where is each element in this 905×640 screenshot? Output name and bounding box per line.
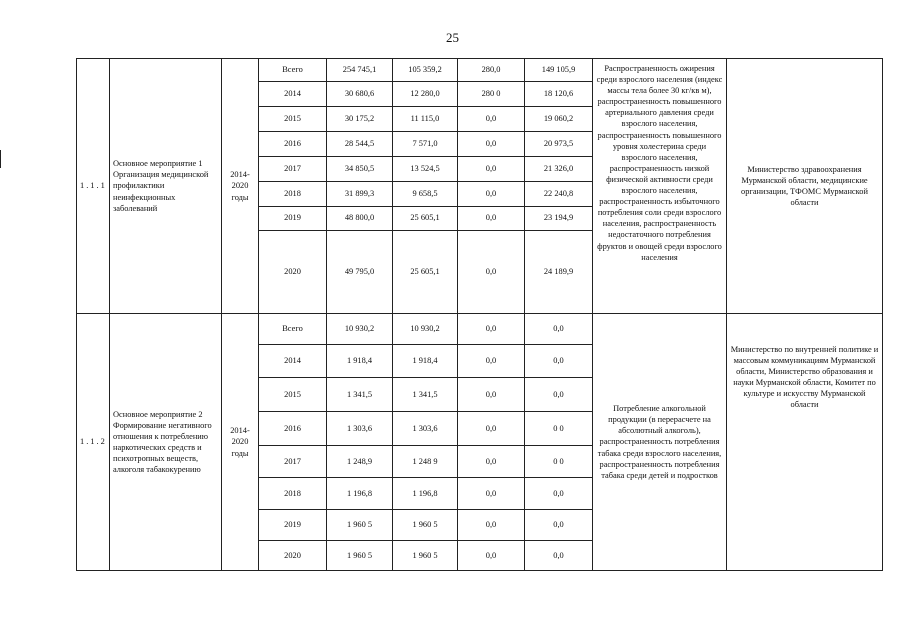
total-cell: 30 680,6: [327, 82, 393, 107]
year-cell: 2018: [259, 182, 327, 207]
program-table: [76, 58, 883, 571]
total-cell: 31 899,3: [327, 182, 393, 207]
value-cell: 0,0: [458, 446, 525, 478]
measure-period: 2014-2020 годы: [222, 314, 259, 571]
year-cell: 2014: [259, 345, 327, 378]
value-cell: 18 120,6: [525, 82, 593, 107]
total-cell: 1 960 5: [327, 510, 393, 541]
value-cell: 21 326,0: [525, 157, 593, 182]
value-cell: 0,0: [458, 314, 525, 345]
measure-number: 1.1.1: [77, 59, 110, 314]
value-cell: 0,0: [458, 378, 525, 412]
value-cell: 12 280,0: [393, 82, 458, 107]
value-cell: 22 240,8: [525, 182, 593, 207]
total-cell: 49 795,0: [327, 231, 393, 314]
value-cell: 0,0: [458, 132, 525, 157]
value-cell: 0,0: [525, 345, 593, 378]
value-cell: 0,0: [458, 345, 525, 378]
value-cell: 149 105,9: [525, 59, 593, 82]
total-cell: 30 175,2: [327, 107, 393, 132]
year-cell: 2019: [259, 207, 327, 231]
responsible-text: Министерство по внутренней политике и массовым коммуникациям Мурманской области, Министерство образования и науки Мурманской области, Комитет по культуре и искусству Мурманской области: [727, 314, 883, 571]
value-cell: 280,0: [458, 59, 525, 82]
measure-number: 1.1.2: [77, 314, 110, 571]
year-cell: Всего: [259, 314, 327, 345]
year-cell: 2019: [259, 510, 327, 541]
year-cell: 2015: [259, 378, 327, 412]
year-cell: 2016: [259, 412, 327, 446]
value-cell: 25 605,1: [393, 207, 458, 231]
value-cell: 19 060,2: [525, 107, 593, 132]
value-cell: 24 189,9: [525, 231, 593, 314]
page-number: 25: [446, 30, 459, 45]
year-cell: Всего: [259, 59, 327, 82]
total-cell: 1 196,8: [327, 478, 393, 510]
table-row: [77, 59, 883, 82]
total-cell: 34 850,5: [327, 157, 393, 182]
value-cell: 1 918,4: [393, 345, 458, 378]
value-cell: 1 341,5: [393, 378, 458, 412]
value-cell: 0,0: [458, 510, 525, 541]
year-cell: 2020: [259, 231, 327, 314]
year-cell: 2020: [259, 541, 327, 571]
value-cell: 0,0: [458, 157, 525, 182]
value-cell: 1 960 5: [393, 510, 458, 541]
value-cell: 0,0: [525, 478, 593, 510]
indicator-text: Потребление алкогольной продукции (в перерасчете на абсолютный алкоголь), распространенность потребления табака среди взрослого населения, распространенность потребления табака среди детей и подростков: [593, 314, 727, 571]
table-row: [77, 314, 883, 345]
total-cell: 1 341,5: [327, 378, 393, 412]
value-cell: 20 973,5: [525, 132, 593, 157]
total-cell: 254 745,1: [327, 59, 393, 82]
measure-name: Основное мероприятие 2 Формирование негативного отношения к потреблению наркотических средств и психотропных веществ, алкоголя табакокурению: [110, 314, 222, 571]
value-cell: 0,0: [458, 478, 525, 510]
margin-mark: [0, 150, 1, 168]
value-cell: 0,0: [525, 378, 593, 412]
value-cell: 0 0: [525, 412, 593, 446]
value-cell: 1 960 5: [393, 541, 458, 571]
total-cell: 10 930,2: [327, 314, 393, 345]
value-cell: 0,0: [458, 231, 525, 314]
value-cell: 1 248 9: [393, 446, 458, 478]
value-cell: 105 359,2: [393, 59, 458, 82]
total-cell: 1 918,4: [327, 345, 393, 378]
measure-name: Основное мероприятие 1 Организация медицинской профилактики неинфекционных заболеваний: [110, 59, 222, 314]
value-cell: 0,0: [458, 182, 525, 207]
value-cell: 11 115,0: [393, 107, 458, 132]
total-cell: 1 960 5: [327, 541, 393, 571]
value-cell: 7 571,0: [393, 132, 458, 157]
year-cell: 2017: [259, 157, 327, 182]
year-cell: 2018: [259, 478, 327, 510]
year-cell: 2017: [259, 446, 327, 478]
value-cell: 23 194,9: [525, 207, 593, 231]
year-cell: 2014: [259, 82, 327, 107]
value-cell: 10 930,2: [393, 314, 458, 345]
value-cell: 0,0: [525, 510, 593, 541]
value-cell: 280 0: [458, 82, 525, 107]
value-cell: 9 658,5: [393, 182, 458, 207]
value-cell: 0,0: [458, 412, 525, 446]
indicator-text: Распространенность ожирения среди взрослого населения (индекс массы тела более 30 кг/кв м), распространенность повышенного артериального давления среди взрослого населения, распространенность повышенного уровня холестерина среди взрослого населения, распространенность низкой физической активности среди взрослого населения, распространенность избыточного потребления соли среди взрослого населения, распространенность недостаточного потребления фруктов и овощей среди взрослого населения: [593, 59, 727, 314]
value-cell: 0,0: [525, 314, 593, 345]
year-cell: 2015: [259, 107, 327, 132]
measure-period: 2014-2020 годы: [222, 59, 259, 314]
total-cell: 1 303,6: [327, 412, 393, 446]
value-cell: 1 196,8: [393, 478, 458, 510]
value-cell: 0,0: [458, 207, 525, 231]
value-cell: 0,0: [458, 107, 525, 132]
value-cell: 25 605,1: [393, 231, 458, 314]
value-cell: 1 303,6: [393, 412, 458, 446]
total-cell: 1 248,9: [327, 446, 393, 478]
value-cell: 0,0: [525, 541, 593, 571]
year-cell: 2016: [259, 132, 327, 157]
value-cell: 0 0: [525, 446, 593, 478]
responsible-text: Министерство здравоохранения Мурманской области, медицинские организации, ТФОМС Мурманской области: [727, 59, 883, 314]
total-cell: 48 800,0: [327, 207, 393, 231]
value-cell: 0,0: [458, 541, 525, 571]
value-cell: 13 524,5: [393, 157, 458, 182]
total-cell: 28 544,5: [327, 132, 393, 157]
